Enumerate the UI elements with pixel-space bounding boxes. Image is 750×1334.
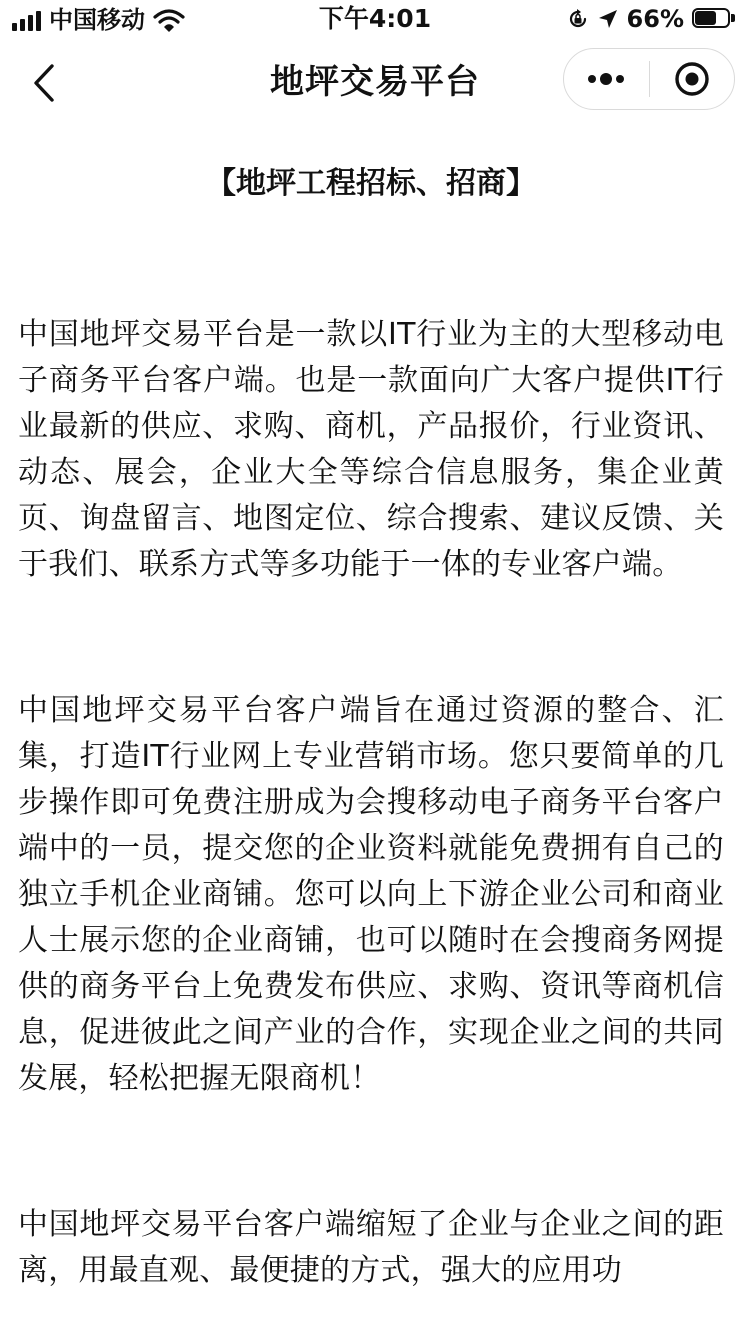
more-button[interactable] xyxy=(564,49,649,109)
close-miniprogram-button[interactable] xyxy=(650,49,735,109)
battery-percent: 66% xyxy=(626,5,684,33)
page-title: 地坪交易平台 xyxy=(270,62,480,102)
battery-icon xyxy=(692,8,736,30)
more-dots-icon xyxy=(588,73,624,85)
rotation-lock-icon xyxy=(567,8,589,30)
article-heading: 【地坪工程招标、招商】 xyxy=(206,166,536,201)
article-paragraph: 中国地坪交易平台客户端缩短了企业与企业之间的距离，用最直观、最便捷的方式，强大的应用功 xyxy=(18,1207,724,1288)
carrier-name: 中国移动 xyxy=(49,6,145,34)
location-icon xyxy=(597,8,619,30)
target-close-icon xyxy=(674,61,710,97)
status-bar xyxy=(0,0,750,40)
nav-bar xyxy=(0,40,750,120)
status-time: 下午4:01 xyxy=(318,4,432,33)
article-paragraph: 中国地坪交易平台客户端旨在通过资源的整合、汇集，打造IT行业网上专业营销市场。您只要简单的几步操作即可免费注册成为会搜移动电子商务平台客户端中的一员，提交您的企业资料就能免费拥有自己的独立手机企业商铺。您可以向上下游企业公司和商业人士展示您的企业商铺，也可以随时在会搜商务网提供的商务平台上免费发布供应、求购、资讯等商机信息，促进彼此之间产业的合作，实现企业之间的共同发展，轻松把握无限商机！ xyxy=(18,693,724,1096)
article-content xyxy=(18,160,724,1294)
battery-fill xyxy=(695,11,716,25)
article-paragraph: 中国地坪交易平台是一款以IT行业为主的大型移动电子商务平台客户端。也是一款面向广大客户提供IT行业最新的供应、求购、商机，产品报价，行业资讯、动态、展会，企业大全等综合信息服务，集企业黄页、询盘留言、地图定位、综合搜索、建议反馈、关于我们、联系方式等多功能于一体的专业客户端。 xyxy=(18,317,724,582)
status-right xyxy=(567,4,736,34)
capsule-menu xyxy=(563,48,735,110)
